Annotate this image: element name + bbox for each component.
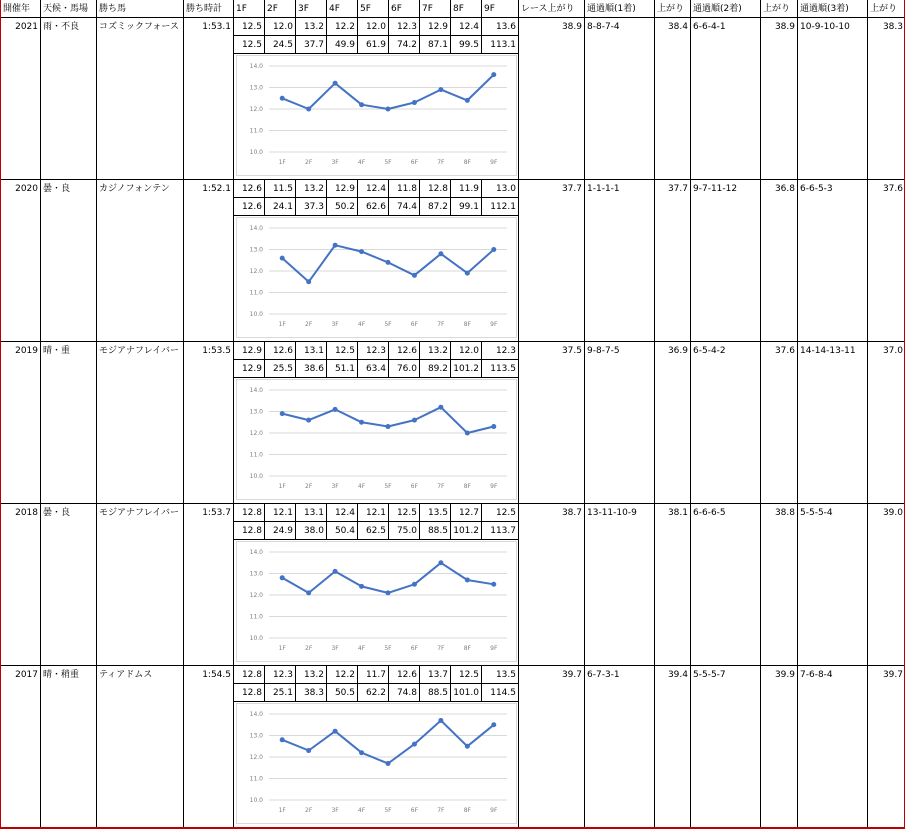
lap-cell[interactable]: 12.6 (389, 666, 420, 684)
lap-time-chart (236, 55, 517, 176)
series-line (282, 563, 494, 593)
header-cell[interactable]: 上がり (868, 0, 905, 18)
y-tick-label: 11.0 (249, 451, 263, 459)
data-point (465, 431, 470, 436)
x-tick-label: 7F (437, 321, 445, 328)
data-point (359, 750, 364, 755)
header-cell[interactable]: 上がり (761, 0, 798, 18)
header-cell[interactable]: 2F (265, 0, 296, 18)
lap-cell[interactable]: 12.8 (234, 504, 265, 522)
time-cell[interactable]: 1:52.1 (184, 180, 234, 342)
series-line (282, 75, 494, 109)
cumulative-cell[interactable]: 12.5 (234, 36, 265, 54)
lap-chart-svg (237, 56, 518, 177)
header-cell[interactable]: 通過順(3着) (798, 0, 868, 18)
x-tick-label: 1F (278, 159, 286, 166)
lap-time-chart (236, 703, 517, 824)
y-tick-label: 11.0 (249, 289, 263, 297)
winner-cell[interactable]: ティアドムス (97, 666, 184, 828)
lap-cell[interactable]: 13.5 (420, 504, 451, 522)
x-tick-label: 5F (384, 321, 392, 328)
header-cell[interactable]: 3F (296, 0, 327, 18)
x-tick-label: 9F (490, 321, 498, 328)
x-tick-label: 3F (331, 483, 339, 490)
x-tick-label: 6F (410, 159, 419, 166)
x-tick-label: 3F (331, 321, 339, 328)
lap-cell[interactable]: 13.6 (482, 18, 519, 36)
last3-cell[interactable]: 39.0 (868, 504, 905, 666)
header-cell[interactable]: 開催年 (1, 0, 41, 18)
winner-cell[interactable]: モジアナフレイバー (97, 504, 184, 666)
cumulative-cell[interactable]: 101.0 (451, 684, 482, 702)
cumulative-cell[interactable]: 74.8 (389, 684, 420, 702)
lap-cell[interactable]: 12.5 (482, 504, 519, 522)
data-point (333, 243, 338, 248)
cumulative-cell[interactable]: 61.9 (358, 36, 389, 54)
lap-cell[interactable]: 12.5 (234, 18, 265, 36)
data-point (386, 590, 391, 595)
cumulative-cell[interactable]: 25.5 (265, 360, 296, 378)
race-last-cell[interactable]: 39.7 (519, 666, 585, 828)
time-cell[interactable]: 1:54.5 (184, 666, 234, 828)
lap-cell[interactable]: 13.1 (296, 342, 327, 360)
last2-cell[interactable]: 39.9 (761, 666, 798, 828)
lap-cell[interactable]: 12.8 (420, 180, 451, 198)
x-tick-label: 2F (305, 645, 313, 652)
pass2-cell[interactable]: 6-6-6-5 (691, 504, 761, 666)
cumulative-cell[interactable]: 88.5 (420, 684, 451, 702)
pass3-cell[interactable]: 10-9-10-10 (798, 18, 868, 180)
data-point (280, 411, 285, 416)
data-point (306, 279, 311, 284)
lap-cell[interactable]: 12.5 (389, 504, 420, 522)
x-tick-label: 6F (410, 321, 419, 328)
lap-cell[interactable]: 12.7 (451, 504, 482, 522)
cumulative-cell[interactable]: 99.1 (451, 198, 482, 216)
header-cell[interactable]: 7F (420, 0, 451, 18)
header-cell[interactable]: レース上がり (519, 0, 585, 18)
lap-cell[interactable]: 11.5 (265, 180, 296, 198)
data-point (306, 590, 311, 595)
data-point (491, 424, 496, 429)
last3-cell[interactable]: 37.0 (868, 342, 905, 504)
data-point (333, 729, 338, 734)
weather-cell[interactable]: 晴・稍重 (41, 666, 97, 828)
lap-cell[interactable]: 13.5 (482, 666, 519, 684)
time-cell[interactable]: 1:53.7 (184, 504, 234, 666)
cumulative-cell[interactable]: 24.1 (265, 198, 296, 216)
y-tick-label: 14.0 (249, 225, 263, 232)
cumulative-cell[interactable]: 25.1 (265, 684, 296, 702)
cumulative-cell[interactable]: 63.4 (358, 360, 389, 378)
cumulative-cell[interactable]: 38.3 (296, 684, 327, 702)
last2-cell[interactable]: 38.9 (761, 18, 798, 180)
y-tick-label: 13.0 (249, 246, 263, 254)
y-tick-label: 10.0 (249, 635, 263, 642)
cumulative-cell[interactable]: 62.6 (358, 198, 389, 216)
data-point (280, 256, 285, 261)
x-tick-label: 6F (410, 807, 419, 814)
lap-time-chart (236, 217, 517, 338)
cumulative-cell[interactable]: 50.4 (327, 522, 358, 540)
x-tick-label: 8F (463, 807, 471, 814)
cumulative-cell[interactable]: 38.6 (296, 360, 327, 378)
weather-cell[interactable]: 晴・重 (41, 342, 97, 504)
x-tick-label: 8F (463, 483, 471, 490)
lap-cell[interactable]: 12.2 (327, 18, 358, 36)
cumulative-cell[interactable]: 62.2 (358, 684, 389, 702)
data-point (438, 87, 443, 92)
header-cell[interactable]: 天候・馬場 (41, 0, 97, 18)
x-tick-label: 5F (384, 483, 392, 490)
data-point (359, 249, 364, 254)
y-tick-label: 10.0 (249, 473, 263, 480)
lap-cell[interactable]: 12.9 (327, 180, 358, 198)
winner-cell[interactable]: コズミックフォース (97, 18, 184, 180)
lap-chart-svg (237, 380, 518, 501)
data-point (280, 575, 285, 580)
pass2-cell[interactable]: 6-5-4-2 (691, 342, 761, 504)
lap-cell[interactable]: 12.3 (358, 342, 389, 360)
x-tick-label: 4F (357, 159, 366, 166)
x-tick-label: 7F (437, 645, 445, 652)
x-tick-label: 7F (437, 807, 445, 814)
last1-cell[interactable]: 38.4 (655, 18, 691, 180)
x-tick-label: 9F (490, 645, 498, 652)
cumulative-cell[interactable]: 74.2 (389, 36, 420, 54)
y-tick-label: 11.0 (249, 613, 263, 621)
y-tick-label: 10.0 (249, 797, 263, 804)
last3-cell[interactable]: 39.7 (868, 666, 905, 828)
y-tick-label: 13.0 (249, 570, 263, 578)
cumulative-cell[interactable]: 89.2 (420, 360, 451, 378)
lap-cell[interactable]: 12.3 (389, 18, 420, 36)
cumulative-cell[interactable]: 12.8 (234, 522, 265, 540)
pass3-cell[interactable]: 6-6-5-3 (798, 180, 868, 342)
lap-cell[interactable]: 13.2 (296, 18, 327, 36)
lap-cell[interactable]: 13.2 (296, 180, 327, 198)
last2-cell[interactable]: 36.8 (761, 180, 798, 342)
header-cell[interactable]: 通過順(1着) (585, 0, 655, 18)
data-point (306, 107, 311, 112)
x-tick-label: 4F (357, 645, 366, 652)
x-tick-label: 7F (437, 483, 445, 490)
cumulative-cell[interactable]: 113.7 (482, 522, 519, 540)
y-tick-label: 12.0 (249, 106, 263, 113)
x-tick-label: 9F (490, 483, 498, 490)
x-tick-label: 2F (305, 483, 313, 490)
data-point (412, 582, 417, 587)
header-cell[interactable]: 勝ち時計 (184, 0, 234, 18)
data-point (359, 584, 364, 589)
lap-chart-svg (237, 542, 518, 663)
pass2-cell[interactable]: 5-5-5-7 (691, 666, 761, 828)
data-point (306, 418, 311, 423)
data-point (359, 420, 364, 425)
lap-cell[interactable]: 11.8 (389, 180, 420, 198)
header-cell[interactable]: 9F (482, 0, 519, 18)
cumulative-cell[interactable]: 38.0 (296, 522, 327, 540)
x-tick-label: 4F (357, 807, 366, 814)
data-point (412, 742, 417, 747)
data-point (465, 271, 470, 276)
cumulative-cell[interactable]: 101.2 (451, 360, 482, 378)
lap-cell[interactable]: 12.4 (451, 18, 482, 36)
pass1-cell[interactable]: 13-11-10-9 (585, 504, 655, 666)
year-cell[interactable]: 2021 (1, 18, 41, 180)
cumulative-cell[interactable]: 49.9 (327, 36, 358, 54)
data-point (359, 102, 364, 107)
cumulative-cell[interactable]: 87.1 (420, 36, 451, 54)
data-point (465, 577, 470, 582)
lap-cell[interactable]: 12.4 (327, 504, 358, 522)
y-tick-label: 10.0 (249, 149, 263, 156)
lap-time-chart (236, 541, 517, 662)
pass2-cell[interactable]: 6-6-4-1 (691, 18, 761, 180)
x-tick-label: 3F (331, 645, 339, 652)
data-point (491, 247, 496, 252)
data-point (386, 424, 391, 429)
lap-cell[interactable]: 13.2 (420, 342, 451, 360)
cumulative-cell[interactable]: 24.5 (265, 36, 296, 54)
data-point (333, 407, 338, 412)
last1-cell[interactable]: 36.9 (655, 342, 691, 504)
lap-cell[interactable]: 12.1 (265, 504, 296, 522)
cumulative-cell[interactable]: 76.0 (389, 360, 420, 378)
data-point (491, 72, 496, 77)
data-point (491, 722, 496, 727)
data-point (465, 98, 470, 103)
y-tick-label: 11.0 (249, 775, 263, 783)
cumulative-cell[interactable]: 37.7 (296, 36, 327, 54)
winner-cell[interactable]: カジノフォンテン (97, 180, 184, 342)
weather-cell[interactable]: 曇・良 (41, 504, 97, 666)
x-tick-label: 7F (437, 159, 445, 166)
x-tick-label: 1F (278, 807, 286, 814)
cumulative-cell[interactable]: 74.4 (389, 198, 420, 216)
cumulative-cell[interactable]: 62.5 (358, 522, 389, 540)
lap-cell[interactable]: 12.3 (265, 666, 296, 684)
y-tick-label: 10.0 (249, 311, 263, 318)
header-cell[interactable]: 6F (389, 0, 420, 18)
data-point (438, 718, 443, 723)
lap-cell[interactable]: 13.7 (420, 666, 451, 684)
year-cell[interactable]: 2020 (1, 180, 41, 342)
y-tick-label: 14.0 (249, 63, 263, 70)
race-last-cell[interactable]: 38.7 (519, 504, 585, 666)
data-point (386, 107, 391, 112)
y-tick-label: 12.0 (249, 268, 263, 275)
y-tick-label: 12.0 (249, 592, 263, 599)
header-cell[interactable]: 勝ち馬 (97, 0, 184, 18)
x-tick-label: 1F (278, 483, 286, 490)
cumulative-cell[interactable]: 51.1 (327, 360, 358, 378)
lap-cell[interactable]: 13.0 (482, 180, 519, 198)
y-tick-label: 12.0 (249, 754, 263, 761)
data-point (438, 405, 443, 410)
x-tick-label: 8F (463, 645, 471, 652)
pass1-cell[interactable]: 6-7-3-1 (585, 666, 655, 828)
last2-cell[interactable]: 38.8 (761, 504, 798, 666)
data-point (412, 418, 417, 423)
data-point (386, 260, 391, 265)
header-cell[interactable]: 5F (358, 0, 389, 18)
year-cell[interactable]: 2017 (1, 666, 41, 828)
time-cell[interactable]: 1:53.1 (184, 18, 234, 180)
cumulative-cell[interactable]: 113.1 (482, 36, 519, 54)
race-last-cell[interactable]: 37.5 (519, 342, 585, 504)
lap-chart-svg (237, 704, 518, 825)
data-point (333, 569, 338, 574)
data-point (280, 96, 285, 101)
pass3-cell[interactable]: 5-5-5-4 (798, 504, 868, 666)
weather-cell[interactable]: 雨・不良 (41, 18, 97, 180)
x-tick-label: 2F (305, 321, 313, 328)
lap-cell[interactable]: 12.8 (234, 666, 265, 684)
data-point (438, 251, 443, 256)
cumulative-cell[interactable]: 12.6 (234, 198, 265, 216)
last1-cell[interactable]: 38.1 (655, 504, 691, 666)
weather-cell[interactable]: 曇・良 (41, 180, 97, 342)
lap-cell[interactable]: 12.6 (234, 180, 265, 198)
cumulative-cell[interactable]: 99.5 (451, 36, 482, 54)
lap-chart-svg (237, 218, 518, 339)
lap-cell[interactable]: 12.5 (327, 342, 358, 360)
lap-cell[interactable]: 12.3 (482, 342, 519, 360)
y-tick-label: 14.0 (249, 711, 263, 718)
race-last-cell[interactable]: 38.9 (519, 18, 585, 180)
lap-cell[interactable]: 12.1 (358, 504, 389, 522)
lap-cell[interactable]: 12.6 (389, 342, 420, 360)
pass3-cell[interactable]: 7-6-8-4 (798, 666, 868, 828)
lap-cell[interactable]: 12.0 (358, 18, 389, 36)
cumulative-cell[interactable]: 113.5 (482, 360, 519, 378)
cumulative-cell[interactable]: 12.8 (234, 684, 265, 702)
lap-cell[interactable]: 12.6 (265, 342, 296, 360)
x-tick-label: 3F (331, 807, 339, 814)
lap-cell[interactable]: 12.0 (265, 18, 296, 36)
lap-cell[interactable]: 13.2 (296, 666, 327, 684)
cumulative-cell[interactable]: 37.3 (296, 198, 327, 216)
lap-cell[interactable]: 12.4 (358, 180, 389, 198)
lap-cell[interactable]: 12.9 (420, 18, 451, 36)
x-tick-label: 4F (357, 321, 366, 328)
header-cell[interactable]: 4F (327, 0, 358, 18)
last2-cell[interactable]: 37.6 (761, 342, 798, 504)
data-point (306, 748, 311, 753)
x-tick-label: 2F (305, 807, 313, 814)
y-tick-label: 13.0 (249, 84, 263, 92)
cumulative-cell[interactable]: 24.9 (265, 522, 296, 540)
year-cell[interactable]: 2019 (1, 342, 41, 504)
cumulative-cell[interactable]: 12.9 (234, 360, 265, 378)
last3-cell[interactable]: 37.6 (868, 180, 905, 342)
x-tick-label: 6F (410, 645, 419, 652)
lap-cell[interactable]: 12.5 (451, 666, 482, 684)
y-tick-label: 14.0 (249, 387, 263, 394)
x-tick-label: 4F (357, 483, 366, 490)
x-tick-label: 1F (278, 645, 286, 652)
data-point (412, 273, 417, 278)
lap-cell[interactable]: 11.9 (451, 180, 482, 198)
cumulative-cell[interactable]: 75.0 (389, 522, 420, 540)
lap-cell[interactable]: 13.1 (296, 504, 327, 522)
data-point (386, 761, 391, 766)
pass1-cell[interactable]: 8-8-7-4 (585, 18, 655, 180)
y-tick-label: 11.0 (249, 127, 263, 135)
x-tick-label: 3F (331, 159, 339, 166)
race-last-cell[interactable]: 37.7 (519, 180, 585, 342)
y-tick-label: 13.0 (249, 732, 263, 740)
last1-cell[interactable]: 39.4 (655, 666, 691, 828)
last1-cell[interactable]: 37.7 (655, 180, 691, 342)
x-tick-label: 5F (384, 807, 392, 814)
cumulative-cell[interactable]: 87.2 (420, 198, 451, 216)
x-tick-label: 5F (384, 645, 392, 652)
lap-cell[interactable]: 12.9 (234, 342, 265, 360)
cumulative-cell[interactable]: 101.2 (451, 522, 482, 540)
pass2-cell[interactable]: 9-7-11-12 (691, 180, 761, 342)
lap-cell[interactable]: 12.0 (451, 342, 482, 360)
y-tick-label: 12.0 (249, 430, 263, 437)
pass3-cell[interactable]: 14-14-13-11 (798, 342, 868, 504)
last3-cell[interactable]: 38.3 (868, 18, 905, 180)
cumulative-cell[interactable]: 114.5 (482, 684, 519, 702)
pass1-cell[interactable]: 1-1-1-1 (585, 180, 655, 342)
year-cell[interactable]: 2018 (1, 504, 41, 666)
header-cell[interactable]: 1F (234, 0, 265, 18)
y-tick-label: 13.0 (249, 408, 263, 416)
lap-cell[interactable]: 11.7 (358, 666, 389, 684)
data-point (280, 737, 285, 742)
lap-cell[interactable]: 12.2 (327, 666, 358, 684)
data-point (412, 100, 417, 105)
header-cell[interactable]: 上がり (655, 0, 691, 18)
cumulative-cell[interactable]: 50.5 (327, 684, 358, 702)
x-tick-label: 8F (463, 159, 471, 166)
y-tick-label: 14.0 (249, 549, 263, 556)
pass1-cell[interactable]: 9-8-7-5 (585, 342, 655, 504)
x-tick-label: 9F (490, 159, 498, 166)
time-cell[interactable]: 1:53.5 (184, 342, 234, 504)
header-cell[interactable]: 通過順(2着) (691, 0, 761, 18)
x-tick-label: 1F (278, 321, 286, 328)
winner-cell[interactable]: モジアナフレイバー (97, 342, 184, 504)
x-tick-label: 5F (384, 159, 392, 166)
x-tick-label: 2F (305, 159, 313, 166)
cumulative-cell[interactable]: 88.5 (420, 522, 451, 540)
data-point (491, 582, 496, 587)
data-point (438, 560, 443, 565)
lap-time-chart (236, 379, 517, 500)
x-tick-label: 6F (410, 483, 419, 490)
data-point (333, 81, 338, 86)
data-point (465, 744, 470, 749)
header-cell[interactable]: 8F (451, 0, 482, 18)
cumulative-cell[interactable]: 112.1 (482, 198, 519, 216)
cumulative-cell[interactable]: 50.2 (327, 198, 358, 216)
x-tick-label: 9F (490, 807, 498, 814)
x-tick-label: 8F (463, 321, 471, 328)
